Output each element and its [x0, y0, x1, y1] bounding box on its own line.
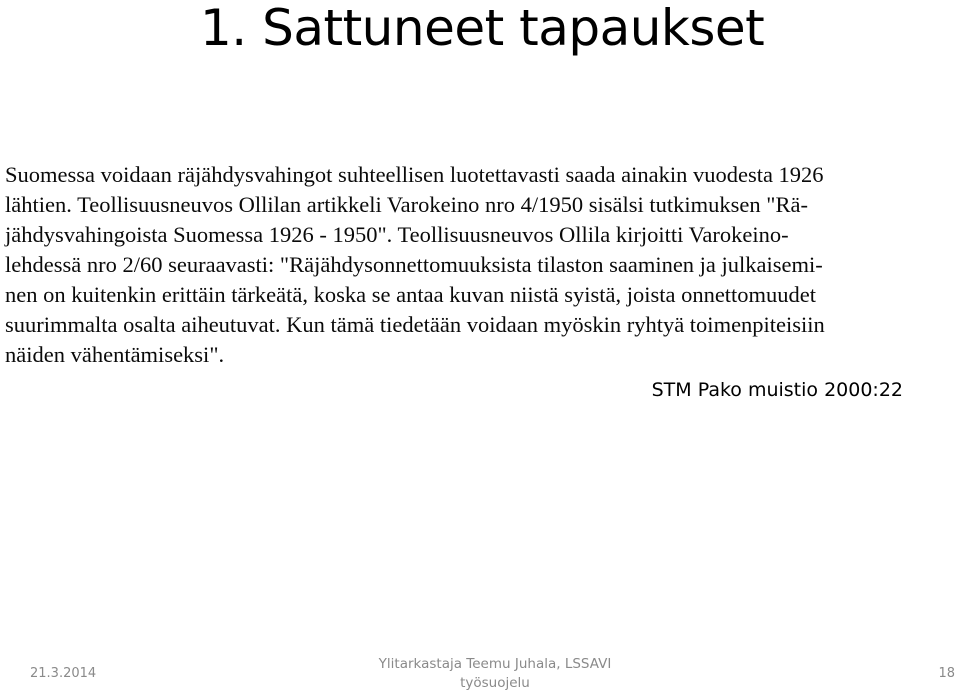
quote-line: suurimmalta osalta aiheutuvat. Kun tämä tiedetään voidaan myöskin ryhtyä toimenpiteisiin: [5, 312, 825, 337]
slide-title: 1. Sattuneet tapaukset: [200, 0, 765, 57]
quote-line: lehdessä nro 2/60 seuraavasti: "Räjähdysonnettomuuksista tilaston saaminen ja julkaisemi-: [5, 252, 823, 277]
quote-line: Suomessa voidaan räjähdysvahingot suhteellisen luotettavasti saada ainakin vuodesta 1926: [5, 162, 824, 187]
quote-line: jähdysvahingoista Suomessa 1926 - 1950". Teollisuusneuvos Ollila kirjoitti Varokeino-: [5, 222, 789, 247]
footer-author: [340, 655, 650, 693]
page-number: 18: [938, 666, 955, 681]
footer-author-line: Ylitarkastaja Teemu Juhala, LSSAVI: [378, 656, 612, 672]
footer-date: 21.3.2014: [30, 666, 97, 681]
scanned-quote: [5, 160, 950, 370]
source-citation: STM Pako muistio 2000:22: [651, 379, 903, 401]
quote-line: lähtien. Teollisuusneuvos Ollilan artikkeli Varokeino nro 4/1950 sisälsi tutkimuksen "Rä-: [5, 192, 808, 217]
quote-line: nen on kuitenkin erittäin tärkeätä, koska se antaa kuvan niistä syistä, joista onnettomuudet: [5, 282, 817, 307]
quote-line: näiden vähentämiseksi".: [5, 342, 225, 367]
footer-author-line: työsuojelu: [460, 675, 530, 691]
